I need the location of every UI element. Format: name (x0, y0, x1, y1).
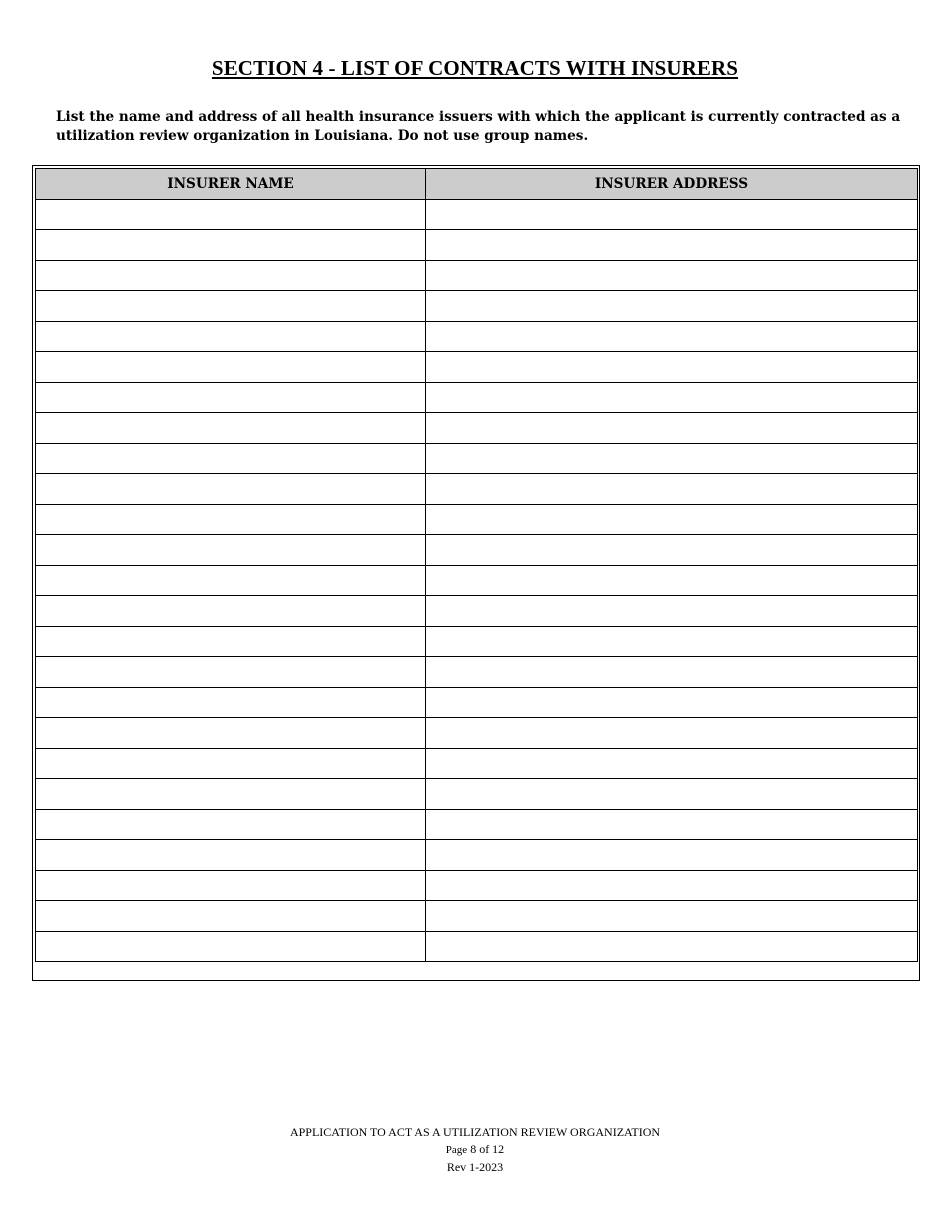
table-row (36, 596, 918, 627)
insurer-name-cell[interactable] (36, 199, 426, 230)
insurer-address-cell[interactable] (426, 596, 918, 627)
table-row (36, 931, 918, 962)
insurer-name-cell[interactable] (36, 382, 426, 413)
insurer-address-cell[interactable] (426, 413, 918, 444)
insurer-name-cell[interactable] (36, 718, 426, 749)
insurer-name-cell[interactable] (36, 809, 426, 840)
insurer-address-cell[interactable] (426, 840, 918, 871)
table-row (36, 626, 918, 657)
table-body (36, 199, 918, 962)
table-row (36, 565, 918, 596)
insurer-address-cell[interactable] (426, 870, 918, 901)
footer-page-number (0, 1141, 950, 1159)
insurer-address-cell[interactable] (426, 687, 918, 718)
table-row (36, 230, 918, 261)
insurer-name-cell[interactable] (36, 931, 426, 962)
insurer-name-cell[interactable] (36, 535, 426, 566)
insurer-address-cell[interactable] (426, 901, 918, 932)
insurer-name-cell[interactable] (36, 321, 426, 352)
table-row (36, 901, 918, 932)
insurer-name-cell[interactable] (36, 748, 426, 779)
insurer-address-cell[interactable] (426, 779, 918, 810)
insurer-address-cell[interactable] (426, 626, 918, 657)
insurer-address-cell[interactable] (426, 535, 918, 566)
insurer-address-cell[interactable] (426, 748, 918, 779)
insurer-name-cell[interactable] (36, 352, 426, 383)
insurer-address-cell[interactable] (426, 657, 918, 688)
insurer-address-cell[interactable] (426, 199, 918, 230)
insurer-address-cell[interactable] (426, 230, 918, 261)
insurer-name-cell[interactable] (36, 230, 426, 261)
table-row (36, 779, 918, 810)
table-row (36, 352, 918, 383)
insurer-address-cell[interactable] (426, 321, 918, 352)
insurer-address-cell[interactable] (426, 260, 918, 291)
insurer-table (35, 168, 918, 962)
insurer-name-cell[interactable] (36, 626, 426, 657)
column-header-insurer-name: INSURER NAME (36, 169, 426, 200)
table-row (36, 260, 918, 291)
table-row (36, 535, 918, 566)
insurer-name-cell[interactable] (36, 687, 426, 718)
insurer-name-cell[interactable] (36, 413, 426, 444)
footer-page-count: 8 of 12 (470, 1142, 505, 1156)
table-row (36, 504, 918, 535)
insurer-address-cell[interactable] (426, 504, 918, 535)
insurer-name-cell[interactable] (36, 596, 426, 627)
table-row (36, 657, 918, 688)
insurer-name-cell[interactable] (36, 779, 426, 810)
table-row (36, 291, 918, 322)
insurer-table-frame (32, 165, 920, 981)
table-header-row (36, 169, 918, 200)
table-row (36, 870, 918, 901)
table-row (36, 199, 918, 230)
insurer-name-cell[interactable] (36, 291, 426, 322)
insurer-name-cell[interactable] (36, 260, 426, 291)
insurer-name-cell[interactable] (36, 504, 426, 535)
insurer-name-cell[interactable] (36, 870, 426, 901)
page-footer (0, 1124, 950, 1176)
insurer-address-cell[interactable] (426, 291, 918, 322)
insurer-address-cell[interactable] (426, 352, 918, 383)
insurer-name-cell[interactable] (36, 840, 426, 871)
table-row (36, 718, 918, 749)
table-row (36, 809, 918, 840)
page-title: SECTION 4 - LIST OF CONTRACTS WITH INSURERS (211, 56, 739, 80)
table-row (36, 474, 918, 505)
insurer-address-cell[interactable] (426, 443, 918, 474)
insurer-address-cell[interactable] (426, 474, 918, 505)
insurer-address-cell[interactable] (426, 931, 918, 962)
table-row (36, 382, 918, 413)
insurer-address-cell[interactable] (426, 382, 918, 413)
table-row (36, 687, 918, 718)
footer-page-label: Page (445, 1144, 468, 1156)
insurer-name-cell[interactable] (36, 901, 426, 932)
insurer-address-cell[interactable] (426, 718, 918, 749)
insurer-name-cell[interactable] (36, 474, 426, 505)
column-header-insurer-address: INSURER ADDRESS (426, 169, 918, 200)
table-row (36, 321, 918, 352)
insurer-name-cell[interactable] (36, 565, 426, 596)
table-row (36, 413, 918, 444)
instructions-text: List the name and address of all health insurance issuers with which the applicant is currently contracted as a utilization review organization in Louisiana. Do not use group names. (56, 109, 901, 144)
insurer-name-cell[interactable] (36, 657, 426, 688)
table-row (36, 748, 918, 779)
insurer-address-cell[interactable] (426, 809, 918, 840)
table-row (36, 443, 918, 474)
footer-form-title: APPLICATION TO ACT AS A UTILIZATION REVIEW ORGANIZATION (289, 1125, 661, 1139)
insurer-name-cell[interactable] (36, 443, 426, 474)
table-row (36, 840, 918, 871)
insurer-address-cell[interactable] (426, 565, 918, 596)
footer-revision: Rev 1-2023 (446, 1160, 504, 1174)
